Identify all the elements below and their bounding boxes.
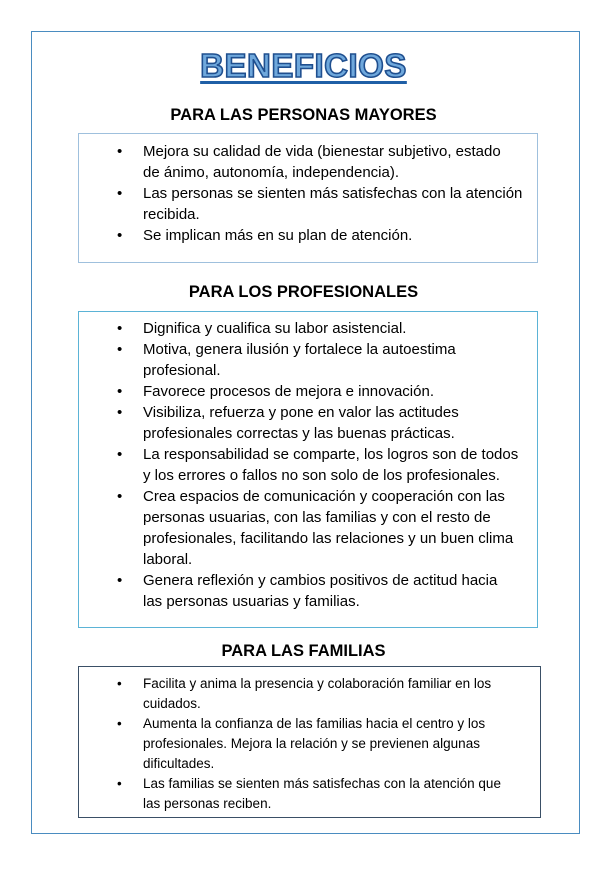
list-item-text-line: las personas reciben. [143, 796, 272, 811]
list-item [79, 183, 537, 225]
list-item-text-line: recibida. [143, 206, 200, 223]
list-item-text-line: Facilita y anima la presencia y colaboración familiar en los [143, 676, 492, 691]
list-item-text-line: profesionales correctas y las buenas prácticas. [143, 425, 455, 442]
list-item-text-line: Se implican más en su plan de atención. [143, 227, 413, 244]
bullet-icon: • [117, 383, 123, 400]
benefits-box-familias [78, 666, 541, 818]
list-item [79, 339, 537, 381]
bullet-icon: • [117, 227, 123, 244]
list-item [79, 486, 537, 570]
list-item [79, 381, 537, 402]
bullet-icon: • [117, 488, 123, 505]
list-item-text-line: Crea espacios de comunicación y cooperación con las [143, 488, 505, 505]
benefits-box-mayores [78, 133, 538, 263]
list-item [79, 774, 540, 814]
bullet-icon: • [117, 676, 122, 691]
list-item [79, 225, 537, 246]
list-item-text-line: y los errores o fallos no son solo de los profesionales. [143, 467, 500, 484]
list-item [79, 714, 540, 774]
bullet-icon: • [117, 143, 123, 160]
bullet-icon: • [117, 716, 122, 731]
list-item-text-line: Mejora su calidad de vida (bienestar subjetivo, estado [143, 143, 501, 160]
list-item-text-line: laboral. [143, 551, 193, 568]
bullet-icon: • [117, 446, 123, 463]
list-item [79, 402, 537, 444]
list-item-text-line: cuidados. [143, 696, 201, 711]
list-item-text-line: las personas usuarias y familias. [143, 593, 360, 610]
list-item-text-line: profesionales, facilitando las relaciones y un buen clima [143, 530, 514, 547]
section-heading-familias: PARA LAS FAMILIAS [221, 642, 386, 660]
bullet-icon: • [117, 572, 123, 589]
benefits-list-familias [79, 674, 540, 814]
list-item-text-line: Visibiliza, refuerza y pone en valor las actitudes [143, 404, 459, 421]
list-item-text-line: de ánimo, autonomía, independencia). [143, 164, 400, 181]
list-item-text-line: Las familias se sienten más satisfechas con la atención que [143, 776, 501, 791]
benefits-box-profesionales [78, 311, 538, 628]
section-heading-mayores: PARA LAS PERSONAS MAYORES [170, 106, 437, 124]
bullet-icon: • [117, 776, 122, 791]
list-item-text-line: Motiva, genera ilusión y fortalece la autoestima [143, 341, 456, 358]
list-item [79, 674, 540, 714]
list-item-text-line: Genera reflexión y cambios positivos de actitud hacia [143, 572, 498, 589]
bullet-icon: • [117, 185, 123, 202]
list-item [79, 141, 537, 183]
bullet-icon: • [117, 320, 123, 337]
benefits-list-profesionales [79, 318, 537, 612]
bullet-icon: • [117, 404, 123, 421]
list-item-text-line: Dignifica y cualifica su labor asistencial. [143, 320, 407, 337]
page-title: BENEFICIOS [200, 47, 407, 84]
bullet-icon: • [117, 341, 123, 358]
list-item [79, 444, 537, 486]
list-item-text-line: profesional. [143, 362, 221, 379]
list-item-text-line: Favorece procesos de mejora e innovación. [143, 383, 434, 400]
benefits-list-mayores [79, 141, 537, 246]
list-item [79, 570, 537, 612]
list-item-text-line: La responsabilidad se comparte, los logros son de todos [143, 446, 519, 463]
list-item-text-line: Aumenta la confianza de las familias hacia el centro y los [143, 716, 486, 731]
list-item-text-line: personas usuarias, con las familias y con el resto de [143, 509, 491, 526]
list-item [79, 318, 537, 339]
section-heading-profesionales: PARA LOS PROFESIONALES [188, 283, 419, 301]
list-item-text-line: dificultades. [143, 756, 215, 771]
list-item-text-line: Las personas se sienten más satisfechas con la atención [143, 185, 523, 202]
list-item-text-line: profesionales. Mejora la relación y se previenen algunas [143, 736, 480, 751]
